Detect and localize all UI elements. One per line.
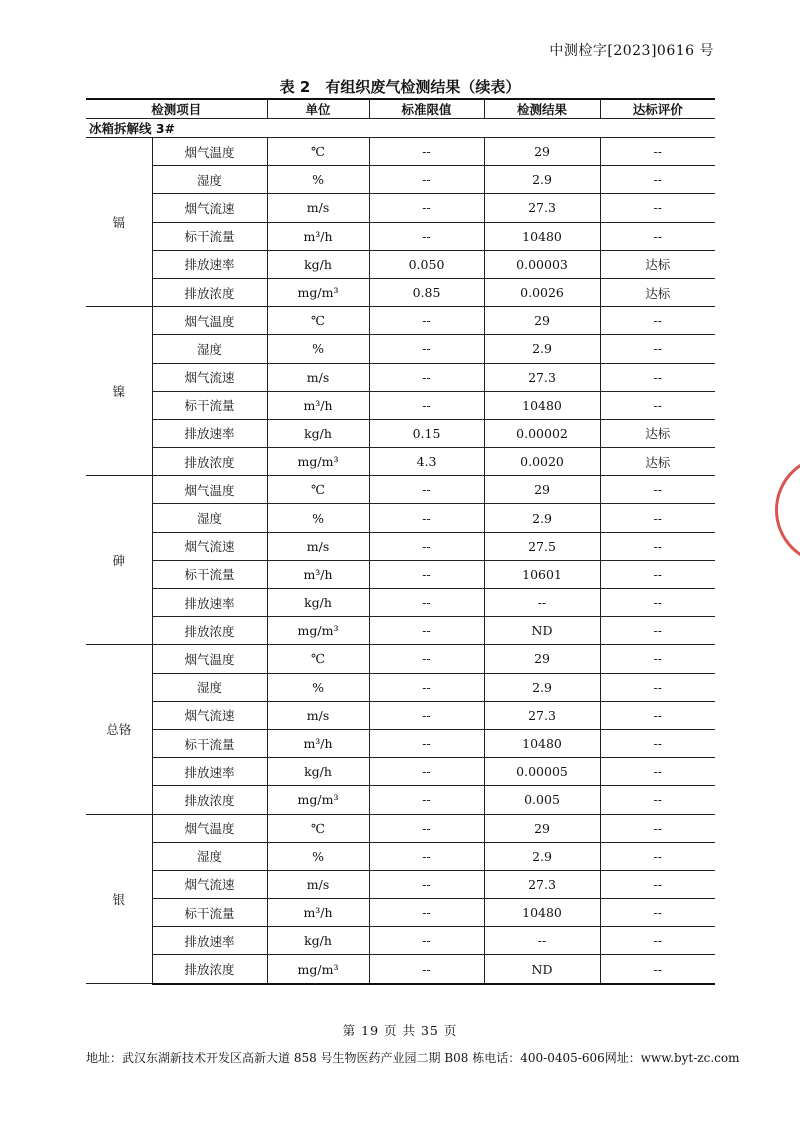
table-row bbox=[86, 927, 715, 955]
table-row bbox=[86, 729, 715, 757]
unit: mg/m³ bbox=[267, 448, 369, 476]
compliance: -- bbox=[600, 504, 715, 532]
table-row bbox=[86, 335, 715, 363]
unit: kg/h bbox=[267, 250, 369, 278]
test-result: -- bbox=[484, 589, 600, 617]
table-row bbox=[86, 222, 715, 250]
table-row bbox=[86, 899, 715, 927]
test-result: 29 bbox=[484, 476, 600, 504]
standard-limit: -- bbox=[369, 617, 484, 645]
footer-phone: 电话：400-0405-606 bbox=[484, 1051, 605, 1065]
param-name: 烟气流速 bbox=[152, 532, 267, 560]
standard-limit: 0.050 bbox=[369, 250, 484, 278]
unit: % bbox=[267, 166, 369, 194]
test-result: 0.0026 bbox=[484, 278, 600, 306]
standard-limit: -- bbox=[369, 955, 484, 984]
column-header: 检测结果 bbox=[484, 99, 600, 119]
unit: % bbox=[267, 842, 369, 870]
test-result: 10480 bbox=[484, 391, 600, 419]
page-number: 第 19 页 共 35 页 bbox=[342, 1023, 458, 1038]
column-header: 标准限值 bbox=[369, 99, 484, 119]
compliance: 达标 bbox=[600, 419, 715, 447]
table-row bbox=[86, 504, 715, 532]
standard-limit: -- bbox=[369, 645, 484, 673]
compliance: -- bbox=[600, 560, 715, 588]
compliance: -- bbox=[600, 307, 715, 335]
test-result: 0.00003 bbox=[484, 250, 600, 278]
table-row bbox=[86, 589, 715, 617]
param-name: 排放浓度 bbox=[152, 617, 267, 645]
compliance: -- bbox=[600, 870, 715, 898]
compliance: -- bbox=[600, 673, 715, 701]
compliance: -- bbox=[600, 955, 715, 984]
standard-limit: -- bbox=[369, 307, 484, 335]
unit: ℃ bbox=[267, 814, 369, 842]
param-name: 烟气温度 bbox=[152, 138, 267, 166]
test-result: 29 bbox=[484, 814, 600, 842]
test-result: ND bbox=[484, 617, 600, 645]
table-row bbox=[86, 758, 715, 786]
test-result: 2.9 bbox=[484, 504, 600, 532]
param-name: 排放速率 bbox=[152, 927, 267, 955]
compliance: 达标 bbox=[600, 448, 715, 476]
table-row bbox=[86, 166, 715, 194]
unit: mg/m³ bbox=[267, 617, 369, 645]
test-result: 0.0020 bbox=[484, 448, 600, 476]
table-header-row bbox=[86, 99, 715, 119]
compliance: -- bbox=[600, 927, 715, 955]
table-row bbox=[86, 250, 715, 278]
test-result: 2.9 bbox=[484, 842, 600, 870]
test-result: 27.3 bbox=[484, 194, 600, 222]
param-name: 排放浓度 bbox=[152, 278, 267, 306]
unit: % bbox=[267, 335, 369, 363]
test-result: 2.9 bbox=[484, 673, 600, 701]
standard-limit: -- bbox=[369, 363, 484, 391]
compliance: -- bbox=[600, 729, 715, 757]
test-result: 10601 bbox=[484, 560, 600, 588]
test-result: 10480 bbox=[484, 729, 600, 757]
line-label-row bbox=[86, 119, 715, 138]
test-result: 27.3 bbox=[484, 870, 600, 898]
unit: % bbox=[267, 504, 369, 532]
standard-limit: -- bbox=[369, 476, 484, 504]
param-name: 湿度 bbox=[152, 842, 267, 870]
param-name: 标干流量 bbox=[152, 899, 267, 927]
column-header: 单位 bbox=[267, 99, 369, 119]
table-row bbox=[86, 870, 715, 898]
unit: mg/m³ bbox=[267, 786, 369, 814]
unit: m/s bbox=[267, 870, 369, 898]
table-title: 表 2 有组织废气检测结果（续表） bbox=[279, 78, 521, 96]
test-result: 10480 bbox=[484, 899, 600, 927]
unit: kg/h bbox=[267, 927, 369, 955]
param-name: 标干流量 bbox=[152, 222, 267, 250]
test-result: 29 bbox=[484, 645, 600, 673]
standard-limit: -- bbox=[369, 786, 484, 814]
unit: kg/h bbox=[267, 419, 369, 447]
table-row bbox=[86, 560, 715, 588]
unit: m/s bbox=[267, 194, 369, 222]
table-row bbox=[86, 701, 715, 729]
standard-limit: -- bbox=[369, 927, 484, 955]
footer-address: 地址：武汉东湖新技术开发区高新大道 858 号生物医药产业园二期 B08 栋 bbox=[86, 1051, 485, 1065]
unit: m³/h bbox=[267, 560, 369, 588]
compliance: -- bbox=[600, 222, 715, 250]
table-row bbox=[86, 955, 715, 984]
param-name: 排放浓度 bbox=[152, 786, 267, 814]
unit: m³/h bbox=[267, 729, 369, 757]
compliance: -- bbox=[600, 166, 715, 194]
standard-limit: -- bbox=[369, 814, 484, 842]
seal-stamp bbox=[775, 455, 800, 565]
param-name: 湿度 bbox=[152, 166, 267, 194]
test-result: 10480 bbox=[484, 222, 600, 250]
standard-limit: 4.3 bbox=[369, 448, 484, 476]
compliance: -- bbox=[600, 814, 715, 842]
table-row bbox=[86, 307, 715, 335]
standard-limit: -- bbox=[369, 335, 484, 363]
pollutant-name: 总铬 bbox=[86, 645, 152, 814]
param-name: 烟气温度 bbox=[152, 645, 267, 673]
test-result: ND bbox=[484, 955, 600, 984]
table-row bbox=[86, 842, 715, 870]
table-row bbox=[86, 532, 715, 560]
footer-website: 网址：www.byt-zc.com bbox=[604, 1051, 740, 1065]
table-row bbox=[86, 476, 715, 504]
compliance: -- bbox=[600, 842, 715, 870]
param-name: 排放浓度 bbox=[152, 448, 267, 476]
table-row bbox=[86, 645, 715, 673]
test-result: 27.3 bbox=[484, 363, 600, 391]
test-result: 0.00005 bbox=[484, 758, 600, 786]
unit: kg/h bbox=[267, 758, 369, 786]
standard-limit: -- bbox=[369, 138, 484, 166]
param-name: 标干流量 bbox=[152, 391, 267, 419]
standard-limit: 0.15 bbox=[369, 419, 484, 447]
compliance: -- bbox=[600, 138, 715, 166]
compliance: -- bbox=[600, 532, 715, 560]
compliance: -- bbox=[600, 194, 715, 222]
param-name: 排放速率 bbox=[152, 758, 267, 786]
pollutant-name: 镉 bbox=[86, 138, 152, 307]
table-row bbox=[86, 363, 715, 391]
unit: m/s bbox=[267, 532, 369, 560]
unit: % bbox=[267, 673, 369, 701]
test-result: -- bbox=[484, 927, 600, 955]
compliance: -- bbox=[600, 758, 715, 786]
table-row bbox=[86, 786, 715, 814]
compliance: -- bbox=[600, 617, 715, 645]
param-name: 标干流量 bbox=[152, 729, 267, 757]
table-row bbox=[86, 419, 715, 447]
unit: kg/h bbox=[267, 589, 369, 617]
standard-limit: -- bbox=[369, 222, 484, 250]
test-result: 2.9 bbox=[484, 335, 600, 363]
standard-limit: -- bbox=[369, 504, 484, 532]
test-result: 2.9 bbox=[484, 166, 600, 194]
standard-limit: -- bbox=[369, 701, 484, 729]
param-name: 烟气流速 bbox=[152, 701, 267, 729]
param-name: 排放浓度 bbox=[152, 955, 267, 984]
test-result: 29 bbox=[484, 138, 600, 166]
compliance: -- bbox=[600, 589, 715, 617]
param-name: 烟气温度 bbox=[152, 814, 267, 842]
unit: m/s bbox=[267, 701, 369, 729]
standard-limit: -- bbox=[369, 870, 484, 898]
test-result: 0.005 bbox=[484, 786, 600, 814]
table-row bbox=[86, 814, 715, 842]
standard-limit: -- bbox=[369, 758, 484, 786]
column-header: 达标评价 bbox=[600, 99, 715, 119]
unit: m/s bbox=[267, 363, 369, 391]
param-name: 标干流量 bbox=[152, 560, 267, 588]
test-result: 27.5 bbox=[484, 532, 600, 560]
test-result: 27.3 bbox=[484, 701, 600, 729]
unit: mg/m³ bbox=[267, 278, 369, 306]
column-header: 检测项目 bbox=[86, 99, 267, 119]
table-row bbox=[86, 673, 715, 701]
unit: ℃ bbox=[267, 138, 369, 166]
unit: ℃ bbox=[267, 645, 369, 673]
unit: m³/h bbox=[267, 391, 369, 419]
param-name: 排放速率 bbox=[152, 589, 267, 617]
test-result: 0.00002 bbox=[484, 419, 600, 447]
compliance: -- bbox=[600, 476, 715, 504]
standard-limit: 0.85 bbox=[369, 278, 484, 306]
compliance: -- bbox=[600, 363, 715, 391]
compliance: 达标 bbox=[600, 250, 715, 278]
standard-limit: -- bbox=[369, 391, 484, 419]
param-name: 烟气温度 bbox=[152, 307, 267, 335]
compliance: -- bbox=[600, 786, 715, 814]
unit: mg/m³ bbox=[267, 955, 369, 984]
table-row bbox=[86, 617, 715, 645]
test-result: 29 bbox=[484, 307, 600, 335]
param-name: 烟气流速 bbox=[152, 363, 267, 391]
compliance: -- bbox=[600, 899, 715, 927]
standard-limit: -- bbox=[369, 166, 484, 194]
standard-limit: -- bbox=[369, 729, 484, 757]
param-name: 烟气温度 bbox=[152, 476, 267, 504]
unit: m³/h bbox=[267, 899, 369, 927]
param-name: 湿度 bbox=[152, 504, 267, 532]
standard-limit: -- bbox=[369, 899, 484, 927]
line-label: 冰箱拆解线 3# bbox=[86, 119, 715, 138]
table-row bbox=[86, 194, 715, 222]
standard-limit: -- bbox=[369, 194, 484, 222]
table-row bbox=[86, 138, 715, 166]
param-name: 烟气流速 bbox=[152, 194, 267, 222]
table-row bbox=[86, 278, 715, 306]
compliance: -- bbox=[600, 645, 715, 673]
param-name: 烟气流速 bbox=[152, 870, 267, 898]
param-name: 湿度 bbox=[152, 673, 267, 701]
table-row bbox=[86, 448, 715, 476]
unit: ℃ bbox=[267, 307, 369, 335]
standard-limit: -- bbox=[369, 560, 484, 588]
standard-limit: -- bbox=[369, 589, 484, 617]
page-footer bbox=[86, 1049, 740, 1066]
standard-limit: -- bbox=[369, 673, 484, 701]
param-name: 排放速率 bbox=[152, 419, 267, 447]
compliance: 达标 bbox=[600, 278, 715, 306]
standard-limit: -- bbox=[369, 842, 484, 870]
report-number: 中测检字[2023]0616 号 bbox=[549, 43, 714, 59]
compliance: -- bbox=[600, 391, 715, 419]
compliance: -- bbox=[600, 701, 715, 729]
compliance: -- bbox=[600, 335, 715, 363]
unit: ℃ bbox=[267, 476, 369, 504]
results-table bbox=[86, 98, 715, 985]
unit: m³/h bbox=[267, 222, 369, 250]
param-name: 湿度 bbox=[152, 335, 267, 363]
table-row bbox=[86, 391, 715, 419]
param-name: 排放速率 bbox=[152, 250, 267, 278]
pollutant-name: 砷 bbox=[86, 476, 152, 645]
pollutant-name: 镍 bbox=[86, 307, 152, 476]
standard-limit: -- bbox=[369, 532, 484, 560]
pollutant-name: 银 bbox=[86, 814, 152, 984]
